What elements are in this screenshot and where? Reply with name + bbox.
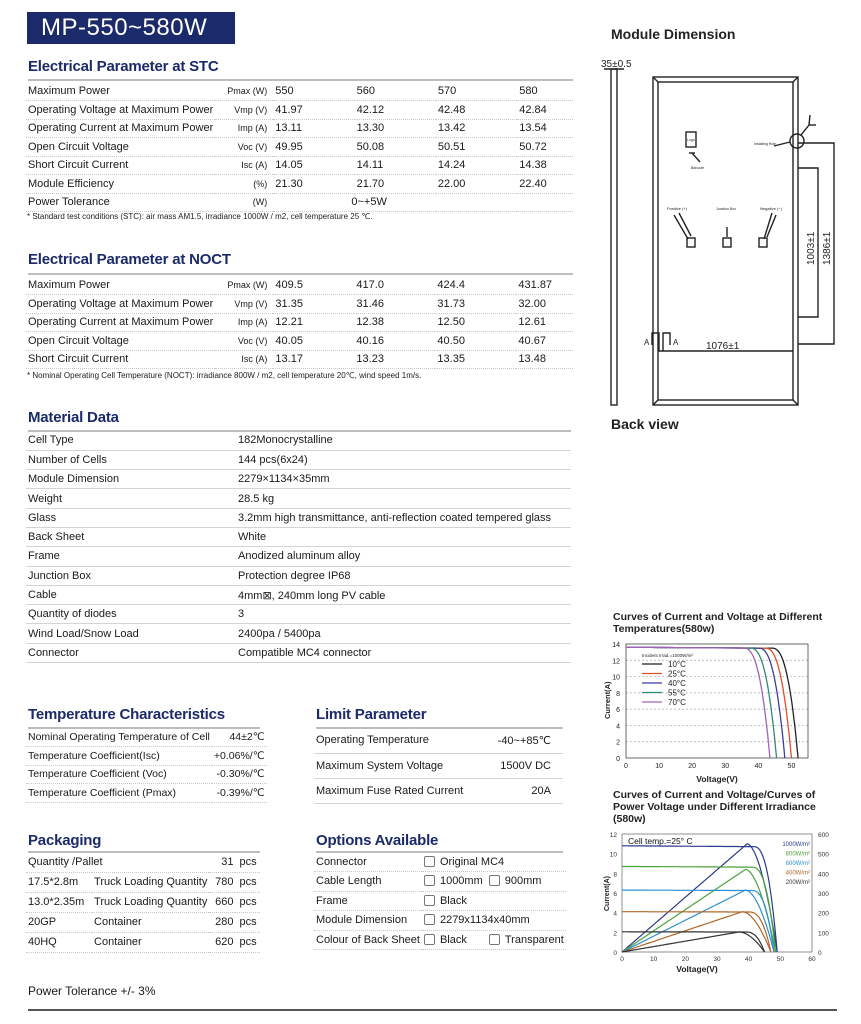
footer-rule bbox=[28, 1009, 837, 1011]
table-row bbox=[26, 156, 573, 175]
dimension-title: Module Dimension bbox=[611, 26, 736, 42]
param-unit: Pmax (W) bbox=[215, 276, 273, 295]
svg-text:8: 8 bbox=[616, 690, 620, 698]
param-value: 40.67 bbox=[516, 332, 573, 351]
option-label: Colour of Back Sheet bbox=[314, 930, 422, 950]
table-row bbox=[26, 605, 571, 624]
svg-text:70°C: 70°C bbox=[668, 698, 686, 707]
param-value: 14.38 bbox=[517, 156, 573, 175]
svg-text:20: 20 bbox=[688, 763, 697, 770]
checkbox[interactable] bbox=[424, 875, 435, 886]
param-value: 12.50 bbox=[435, 313, 516, 332]
param-label: Operating Current at Maximum Power bbox=[26, 313, 215, 332]
pack-qty: 660 bbox=[209, 892, 235, 912]
section-mark-right: A bbox=[673, 338, 679, 347]
param-value: 550 bbox=[273, 82, 354, 101]
param-label: Short Circuit Current bbox=[26, 156, 215, 175]
svg-text:Incident Irrad.=1000W/m²: Incident Irrad.=1000W/m² bbox=[642, 653, 693, 658]
svg-text:8: 8 bbox=[613, 871, 617, 879]
limit-title: Limit Parameter bbox=[316, 706, 427, 723]
pack-unit: pcs bbox=[235, 892, 260, 912]
param-value: 13.54 bbox=[517, 119, 573, 138]
svg-text:600: 600 bbox=[818, 832, 829, 839]
svg-text:100: 100 bbox=[818, 930, 829, 938]
table-row bbox=[26, 547, 571, 566]
param-value: 32.00 bbox=[516, 295, 573, 314]
param-unit: Vmp (V) bbox=[215, 101, 273, 120]
svg-text:55°C: 55°C bbox=[668, 688, 686, 698]
material-label: Quantity of diodes bbox=[26, 605, 236, 624]
table-row bbox=[26, 765, 267, 784]
svg-text:Voltage(V): Voltage(V) bbox=[696, 774, 738, 784]
param-value: 50.08 bbox=[355, 138, 436, 157]
svg-text:Voltage(V): Voltage(V) bbox=[676, 964, 718, 974]
param-value: 570 bbox=[436, 82, 517, 101]
option-choice-label: Original MC4 bbox=[439, 855, 505, 868]
temp-label: Temperature Coefficient (Pmax) bbox=[26, 784, 212, 803]
pack-qty: 620 bbox=[209, 932, 235, 952]
param-value: 409.5 bbox=[273, 276, 354, 295]
table-row bbox=[26, 728, 267, 747]
limit-label: Maximum System Voltage bbox=[314, 753, 486, 778]
pack-qty: 280 bbox=[209, 912, 235, 932]
svg-text:600W/m²: 600W/m² bbox=[785, 861, 810, 867]
material-label: Wind Load/Snow Load bbox=[26, 624, 236, 643]
pack-qty: 31 bbox=[209, 852, 235, 872]
table-row bbox=[314, 872, 566, 892]
limit-value: 1500V DC bbox=[486, 753, 563, 778]
svg-text:0: 0 bbox=[616, 756, 620, 763]
thickness-label: 35±0.5 bbox=[601, 59, 632, 70]
pack-type: Container bbox=[92, 932, 209, 952]
param-unit: (%) bbox=[215, 175, 273, 194]
model-title: MP-550~580W bbox=[27, 12, 235, 44]
svg-text:40: 40 bbox=[754, 763, 763, 770]
installing-hole-label: Installing Hole bbox=[754, 142, 776, 146]
param-value: 13.35 bbox=[435, 350, 516, 369]
table-row bbox=[314, 852, 566, 872]
table-row bbox=[26, 119, 573, 138]
temp-value: -0.39%/℃ bbox=[212, 784, 267, 803]
material-label: Back Sheet bbox=[26, 527, 236, 546]
svg-text:40: 40 bbox=[745, 956, 753, 963]
param-value: 21.70 bbox=[355, 175, 436, 194]
stc-rule bbox=[28, 79, 573, 81]
temp-value: +0.06%/℃ bbox=[212, 747, 267, 766]
param-value: 31.73 bbox=[435, 295, 516, 314]
param-unit: Isc (A) bbox=[215, 156, 273, 175]
material-label: Frame bbox=[26, 547, 236, 566]
table-row bbox=[314, 778, 563, 803]
material-value: Protection degree IP68 bbox=[236, 566, 571, 585]
temp-value: -0.30%/℃ bbox=[212, 765, 267, 784]
param-value: 40.50 bbox=[435, 332, 516, 351]
packaging-title: Packaging bbox=[28, 832, 102, 849]
svg-text:6: 6 bbox=[613, 891, 617, 898]
limit-table bbox=[314, 728, 563, 804]
material-value: Anodized aluminum alloy bbox=[236, 547, 571, 566]
svg-text:4: 4 bbox=[616, 723, 620, 731]
param-unit: (W) bbox=[215, 193, 273, 212]
param-label: Open Circuit Voltage bbox=[26, 332, 215, 351]
param-value: 13.11 bbox=[273, 119, 354, 138]
param-value: 22.00 bbox=[436, 175, 517, 194]
param-value: 431.87 bbox=[516, 276, 573, 295]
junction-box-label: Junction Box bbox=[716, 207, 737, 211]
table-row bbox=[26, 450, 571, 469]
table-row bbox=[26, 872, 260, 892]
param-value: 13.30 bbox=[355, 119, 436, 138]
option-choice-label: Black bbox=[439, 933, 467, 946]
module-back-view-drawing bbox=[596, 55, 846, 415]
limit-label: Maximum Fuse Rated Current bbox=[314, 778, 486, 803]
param-value: 31.46 bbox=[354, 295, 435, 314]
positive-label: Positive (+) bbox=[667, 206, 688, 211]
table-row bbox=[26, 350, 573, 369]
svg-text:6: 6 bbox=[616, 707, 620, 715]
pack-type: Truck Loading Quantity bbox=[92, 872, 209, 892]
pack-type: Container bbox=[92, 912, 209, 932]
table-row bbox=[26, 82, 573, 101]
option-choice[interactable] bbox=[424, 856, 504, 868]
material-label: Junction Box bbox=[26, 566, 236, 585]
temperature-table bbox=[26, 728, 267, 803]
limit-value: 20A bbox=[486, 778, 563, 803]
svg-text:60: 60 bbox=[808, 956, 816, 963]
material-label: Cable bbox=[26, 585, 236, 604]
svg-text:12: 12 bbox=[612, 658, 620, 666]
option-choice-label: 900mm bbox=[504, 875, 542, 888]
material-value: White bbox=[236, 527, 571, 546]
table-row bbox=[26, 313, 573, 332]
temp-label: Nominal Operating Temperature of Cell bbox=[26, 728, 212, 747]
pack-spec: 40HQ bbox=[26, 932, 92, 952]
material-value: Compatible MC4 connector bbox=[236, 643, 571, 662]
checkbox[interactable] bbox=[489, 875, 500, 886]
svg-text:10: 10 bbox=[650, 956, 658, 963]
table-row bbox=[314, 911, 566, 931]
chart-irradiance-iv-pv bbox=[600, 826, 840, 974]
param-value: 417.0 bbox=[354, 276, 435, 295]
pack-qty: 780 bbox=[209, 872, 235, 892]
svg-text:10: 10 bbox=[655, 763, 663, 770]
material-value: 144 pcs(6x24) bbox=[236, 450, 571, 469]
param-value: 0~+5W bbox=[273, 193, 573, 212]
material-value: 2400pa / 5400pa bbox=[236, 624, 571, 643]
options-table bbox=[314, 852, 566, 950]
param-value: 50.51 bbox=[436, 138, 517, 157]
material-label: Cell Type bbox=[26, 431, 236, 450]
noct-title: Electrical Parameter at NOCT bbox=[28, 251, 231, 268]
option-choice[interactable] bbox=[424, 934, 467, 946]
svg-text:0: 0 bbox=[818, 950, 822, 957]
stc-note: * Standard test conditions (STC): air mass AM1.5, irradiance 1000W / m2, cell temperature 25 ℃. bbox=[27, 212, 373, 221]
pack-unit: pcs bbox=[235, 872, 260, 892]
svg-text:14: 14 bbox=[612, 642, 620, 649]
material-value: 2279×1134×35mm bbox=[236, 470, 571, 489]
option-label: Connector bbox=[314, 852, 422, 872]
svg-text:200W/m²: 200W/m² bbox=[785, 880, 810, 886]
option-choices bbox=[422, 852, 566, 872]
option-choice[interactable] bbox=[424, 914, 530, 926]
option-choices bbox=[422, 911, 566, 931]
checkbox[interactable] bbox=[424, 895, 435, 906]
param-label: Short Circuit Current bbox=[26, 350, 215, 369]
temp-value: 44±2℃ bbox=[212, 728, 267, 747]
svg-text:800W/m²: 800W/m² bbox=[785, 851, 810, 858]
option-choice-label: Black bbox=[439, 894, 467, 907]
hole-span-inner-label: 1003±1 bbox=[806, 231, 817, 265]
svg-text:10: 10 bbox=[609, 851, 617, 859]
options-title: Options Available bbox=[316, 832, 439, 849]
param-value: 41.97 bbox=[273, 101, 354, 120]
svg-text:10°C: 10°C bbox=[668, 660, 686, 669]
svg-text:Cell temp.=25° C: Cell temp.=25° C bbox=[628, 836, 693, 846]
table-row bbox=[26, 747, 267, 766]
material-label: Glass bbox=[26, 508, 236, 527]
table-row bbox=[26, 912, 260, 932]
table-row bbox=[26, 295, 573, 314]
chart-irradiance-title: Curves of Current and Voltage/Curves of Power Voltage under Different Irradiance (580w) bbox=[613, 789, 816, 825]
svg-text:400: 400 bbox=[818, 871, 829, 879]
material-label: Weight bbox=[26, 489, 236, 508]
param-value: 12.38 bbox=[354, 313, 435, 332]
pack-spec: 17.5*2.8m bbox=[26, 872, 92, 892]
option-choices bbox=[422, 872, 566, 892]
table-row bbox=[26, 332, 573, 351]
table-row bbox=[26, 508, 571, 527]
param-value: 13.48 bbox=[516, 350, 573, 369]
svg-text:25°C: 25°C bbox=[668, 669, 686, 679]
param-value: 50.72 bbox=[517, 138, 573, 157]
width-label: 1076±1 bbox=[706, 341, 740, 352]
svg-text:0: 0 bbox=[620, 956, 624, 963]
checkbox[interactable] bbox=[424, 934, 435, 945]
svg-text:Current(A): Current(A) bbox=[603, 681, 612, 719]
param-unit: Isc (A) bbox=[215, 350, 273, 369]
logo-label: Logo bbox=[687, 138, 695, 142]
option-choice-label: 1000mm bbox=[439, 875, 483, 888]
param-value: 14.11 bbox=[355, 156, 436, 175]
param-label: Operating Current at Maximum Power bbox=[26, 119, 215, 138]
option-choice[interactable] bbox=[489, 875, 542, 887]
temp-label: Temperature Coefficient (Voc) bbox=[26, 765, 212, 784]
param-label: Maximum Power bbox=[26, 276, 215, 295]
table-row bbox=[26, 643, 571, 662]
param-value: 13.17 bbox=[273, 350, 354, 369]
table-row bbox=[26, 624, 571, 643]
table-row bbox=[314, 930, 566, 950]
table-row bbox=[26, 175, 573, 194]
material-title: Material Data bbox=[28, 409, 119, 426]
param-value: 424.4 bbox=[435, 276, 516, 295]
pack-spec: Quantity /Pallet bbox=[26, 852, 209, 872]
svg-text:0: 0 bbox=[624, 763, 628, 770]
svg-text:12: 12 bbox=[609, 832, 617, 839]
param-unit: Pmax (W) bbox=[215, 82, 273, 101]
barcode-label: Barcode bbox=[691, 166, 705, 170]
material-value: 28.5 kg bbox=[236, 489, 571, 508]
param-label: Maximum Power bbox=[26, 82, 215, 101]
param-value: 22.40 bbox=[517, 175, 573, 194]
svg-text:10: 10 bbox=[612, 674, 620, 682]
param-unit: Imp (A) bbox=[215, 119, 273, 138]
stc-title: Electrical Parameter at STC bbox=[28, 58, 219, 75]
svg-text:500: 500 bbox=[818, 851, 829, 859]
chart-temperature-iv bbox=[600, 638, 820, 788]
material-table bbox=[26, 431, 571, 663]
svg-text:0: 0 bbox=[613, 950, 617, 957]
material-label: Module Dimension bbox=[26, 470, 236, 489]
param-value: 13.42 bbox=[436, 119, 517, 138]
param-label: Operating Voltage at Maximum Power bbox=[26, 101, 215, 120]
param-value: 42.12 bbox=[355, 101, 436, 120]
material-label: Connector bbox=[26, 643, 236, 662]
table-row bbox=[26, 138, 573, 157]
table-row bbox=[26, 892, 260, 912]
option-choice[interactable] bbox=[424, 875, 483, 887]
table-row bbox=[26, 431, 571, 450]
hole-span-outer-label: 1386±1 bbox=[822, 231, 833, 265]
material-value: 3 bbox=[236, 605, 571, 624]
svg-text:40°C: 40°C bbox=[668, 679, 686, 688]
pack-spec: 20GP bbox=[26, 912, 92, 932]
param-value: 14.05 bbox=[273, 156, 354, 175]
checkbox[interactable] bbox=[424, 856, 435, 867]
param-label: Power Tolerance bbox=[26, 193, 215, 212]
pack-spec: 13.0*2.35m bbox=[26, 892, 92, 912]
option-choice[interactable] bbox=[489, 934, 564, 946]
back-view-caption: Back view bbox=[611, 416, 679, 432]
param-value: 560 bbox=[355, 82, 436, 101]
svg-text:4: 4 bbox=[613, 910, 617, 918]
param-unit: Imp (A) bbox=[215, 313, 273, 332]
section-mark-left: A bbox=[644, 338, 650, 347]
param-value: 12.61 bbox=[516, 313, 573, 332]
table-row bbox=[26, 585, 571, 604]
table-row bbox=[26, 932, 260, 952]
option-choice[interactable] bbox=[424, 895, 467, 907]
chart-temperature-title: Curves of Current and Voltage at Different Temperatures(580w) bbox=[613, 611, 823, 635]
table-row bbox=[26, 470, 571, 489]
temp-label: Temperature Coefficient(Isc) bbox=[26, 747, 212, 766]
svg-text:300: 300 bbox=[818, 891, 829, 898]
pack-unit: pcs bbox=[235, 932, 260, 952]
stc-table bbox=[26, 82, 573, 212]
temperature-title: Temperature Characteristics bbox=[28, 706, 225, 723]
table-row bbox=[26, 784, 267, 803]
checkbox[interactable] bbox=[424, 914, 435, 925]
svg-text:2: 2 bbox=[616, 739, 620, 747]
param-value: 40.16 bbox=[354, 332, 435, 351]
table-row bbox=[26, 566, 571, 585]
svg-text:200: 200 bbox=[818, 910, 829, 918]
param-value: 12.21 bbox=[273, 313, 354, 332]
material-label: Number of Cells bbox=[26, 450, 236, 469]
param-value: 42.48 bbox=[436, 101, 517, 120]
param-unit: Voc (V) bbox=[215, 138, 273, 157]
svg-text:50: 50 bbox=[787, 763, 796, 770]
table-row bbox=[26, 852, 260, 872]
noct-table bbox=[26, 276, 573, 369]
option-label: Cable Length bbox=[314, 872, 422, 892]
material-value: 3.2mm high transmittance, anti-reflection coated tempered glass bbox=[236, 508, 571, 527]
param-value: 31.35 bbox=[273, 295, 354, 314]
table-row bbox=[314, 891, 566, 911]
svg-text:20: 20 bbox=[681, 956, 689, 963]
table-row bbox=[314, 753, 563, 778]
footer-power-tolerance: Power Tolerance +/- 3% bbox=[28, 984, 156, 998]
packaging-table bbox=[26, 852, 260, 953]
svg-text:2: 2 bbox=[613, 930, 617, 938]
checkbox[interactable] bbox=[489, 934, 500, 945]
option-choice-label: Transparent bbox=[504, 933, 564, 946]
limit-value: -40~+85℃ bbox=[486, 728, 563, 753]
noct-note: * Nominal Operating Cell Temperature (NOCT): irradiance 800W / m2, cell temperature 20℃, wind speed 1m/s. bbox=[27, 371, 422, 380]
param-label: Module Efficiency bbox=[26, 175, 215, 194]
option-choices bbox=[422, 930, 566, 950]
svg-text:30: 30 bbox=[721, 763, 730, 770]
pack-unit: pcs bbox=[235, 912, 260, 932]
table-row bbox=[26, 101, 573, 120]
svg-text:30: 30 bbox=[713, 956, 721, 963]
option-choices bbox=[422, 891, 566, 911]
svg-text:400W/m²: 400W/m² bbox=[785, 870, 810, 877]
option-label: Frame bbox=[314, 891, 422, 911]
svg-text:50: 50 bbox=[776, 956, 784, 963]
param-value: 14.24 bbox=[436, 156, 517, 175]
limit-label: Operating Temperature bbox=[314, 728, 486, 753]
table-row bbox=[26, 527, 571, 546]
param-unit: Vmp (V) bbox=[215, 295, 273, 314]
param-value: 13.23 bbox=[354, 350, 435, 369]
param-value: 21.30 bbox=[273, 175, 354, 194]
param-label: Open Circuit Voltage bbox=[26, 138, 215, 157]
option-label: Module Dimension bbox=[314, 911, 422, 931]
param-label: Operating Voltage at Maximum Power bbox=[26, 295, 215, 314]
svg-text:1000W/m²: 1000W/m² bbox=[782, 842, 810, 848]
svg-text:Current(A): Current(A) bbox=[604, 876, 611, 911]
negative-label: Negative (−) bbox=[760, 206, 782, 211]
noct-rule bbox=[28, 273, 573, 275]
param-value: 40.05 bbox=[273, 332, 354, 351]
pack-type: Truck Loading Quantity bbox=[92, 892, 209, 912]
param-unit: Voc (V) bbox=[215, 332, 273, 351]
param-value: 580 bbox=[517, 82, 573, 101]
material-value: 182Monocrystalline bbox=[236, 431, 571, 450]
param-value: 42.84 bbox=[517, 101, 573, 120]
pack-unit: pcs bbox=[235, 852, 260, 872]
param-value: 49.95 bbox=[273, 138, 354, 157]
table-row bbox=[26, 193, 573, 212]
table-row bbox=[314, 728, 563, 753]
material-value: 4mm⊠, 240mm long PV cable bbox=[236, 585, 571, 604]
table-row bbox=[26, 276, 573, 295]
table-row bbox=[26, 489, 571, 508]
option-choice-label: 2279x1134x40mm bbox=[439, 914, 530, 927]
